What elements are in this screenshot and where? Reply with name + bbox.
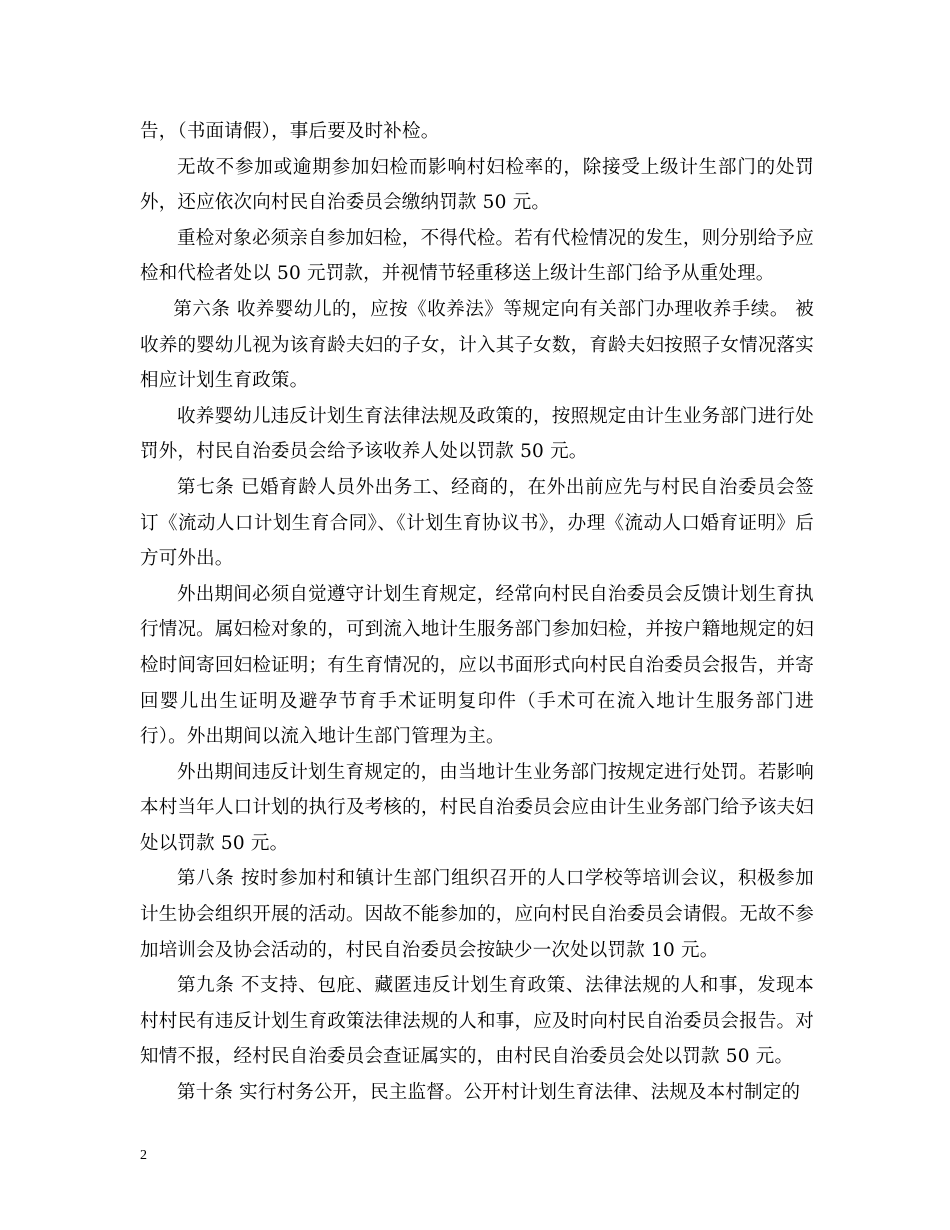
page-number: 2 [140,1148,147,1163]
paragraph-migrant-obligations: 外出期间必须自觉遵守计划生育规定，经常向村民自治委员会反馈计划生育执行情况。属妇检对象的，可到流入地计生服务部门参加妇检，并按户籍地规定的妇检时间寄回妇检证明；有生育情况的，应以书面形式向村民自治委员会报告，并寄回婴儿出生证明及避孕节育手术证明复印件（手术可在流入地计生服务部门进行）。外出期间以流入地计生部门管理为主。 [140,583,814,748]
paragraph-absence-penalty: 无故不参加或逾期参加妇检而影响村妇检率的，除接受上级计生部门的处罚外，还应依次向村民自治委员会缴纳罚款 50 元。 [140,156,814,214]
paragraph-adoption-violation: 收养婴幼儿违反计划生育法律法规及政策的，按照规定由计生业务部门进行处罚外，村民自治委员会给予该收养人处以罚款 50 元。 [140,405,814,463]
article-10-transparency: 第十条 实行村务公开，民主监督。公开村计划生育法律、法规及本村制定的 [177,1082,801,1104]
article-9-reporting: 第九条 不支持、包庇、藏匿违反计划生育政策、法律法规的人和事，发现本村村民有违反计划生育政策法律法规的人和事，应及时向村民自治委员会报告。对知情不报，经村民自治委员会查证属实的，由村民自治委员会处以罚款 50 元。 [140,975,814,1068]
paragraph-recheck-proxy: 重检对象必须亲自参加妇检，不得代检。若有代检情况的发生，则分别给予应检和代检者处以 50 元罚款，并视情节轻重移送上级计生部门给予从重处理。 [140,227,814,285]
paragraph-migrant-violation: 外出期间违反计划生育规定的，由当地计生业务部门按规定进行处罚。若影响本村当年人口计划的执行及考核的，村民自治委员会应由计生业务部门给予该夫妇处以罚款 50 元。 [140,761,814,854]
document-body [140,114,814,1111]
article-6-adoption: 第六条 收养婴幼儿的，应按《收养法》等规定向有关部门办理收养手续。 被收养的婴幼儿视为该育龄夫妇的子女，计入其子女数，育龄夫妇按照子女情况落实相应计划生育政策。 [140,298,814,392]
paragraph-continuation: 告，（书面请假），事后要及时补检。 [140,121,440,142]
article-8-training: 第八条 按时参加村和镇计生部门组织召开的人口学校等培训会议，积极参加计生协会组织开展的活动。因故不能参加的，应向村民自治委员会请假。无故不参加培训会及协会活动的，村民自治委员会按缺少一次处以罚款 10 元。 [140,868,814,961]
article-7-migrant-workers: 第七条 已婚育龄人员外出务工、经商的，在外出前应先与村民自治委员会签订《流动人口计划生育合同》、《计划生育协议书》，办理《流动人口婚育证明》后方可外出。 [140,476,814,570]
